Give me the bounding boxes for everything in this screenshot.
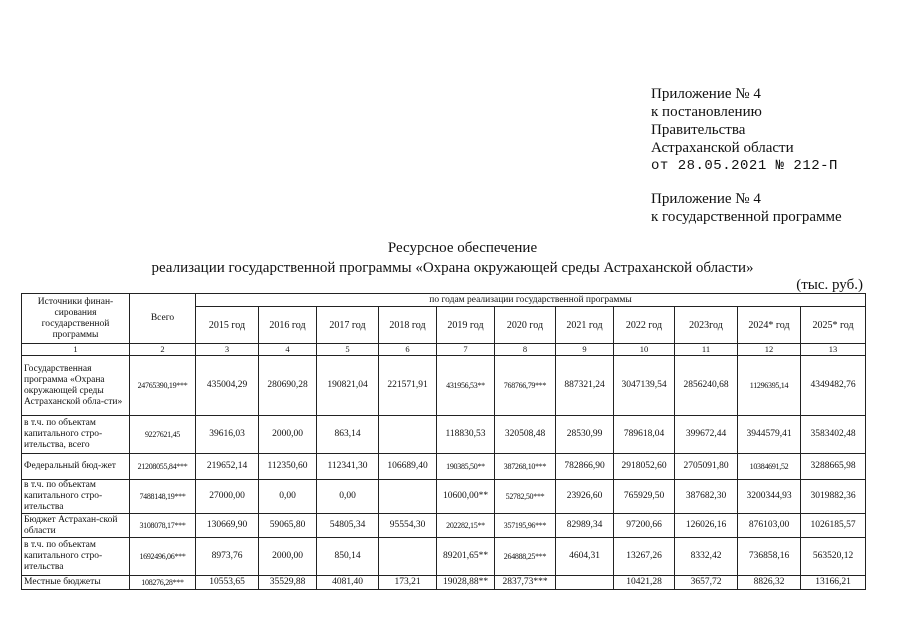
value-cell: 27000,00 [196,480,259,514]
value-cell: 435004,29 [196,356,259,416]
total-cell: 3108078,17*** [130,514,196,538]
value-cell: 387682,30 [675,480,738,514]
value-cell: 4349482,76 [801,356,866,416]
column-number: 2 [130,344,196,356]
value-cell [379,538,437,576]
column-number: 9 [556,344,614,356]
value-cell: 54805,34 [317,514,379,538]
value-cell: 789618,04 [614,416,675,454]
source-cell: Федеральный бюд-жет [22,454,130,480]
header-year: 2021 год [556,307,614,344]
value-cell: 768766,79*** [495,356,556,416]
value-cell: 10384691,52 [738,454,801,480]
value-cell: 89201,65** [437,538,495,576]
value-cell: 1026185,57 [801,514,866,538]
region-label: Астраханской области [651,140,794,156]
value-cell: 219652,14 [196,454,259,480]
header-total: Всего [130,294,196,344]
total-cell: 21208055,84*** [130,454,196,480]
value-cell: 112350,60 [259,454,317,480]
source-cell: Государственная программа «Охрана окружающей среды Астраханской обла-сти» [22,356,130,416]
government-label: Правительства [651,122,746,138]
total-cell: 9227621,45 [130,416,196,454]
table-row [22,416,866,454]
value-cell: 387268,10*** [495,454,556,480]
header-year: 2018 год [379,307,437,344]
table-row [22,356,866,416]
column-number: 13 [801,344,866,356]
column-number: 5 [317,344,379,356]
value-cell: 4604,31 [556,538,614,576]
value-cell: 23926,60 [556,480,614,514]
appendix-label: Приложение № 4 [651,86,761,102]
value-cell: 13166,21 [801,576,866,590]
value-cell: 3047139,54 [614,356,675,416]
table-row [22,480,866,514]
header-year: 2015 год [196,307,259,344]
value-cell: 736858,16 [738,538,801,576]
value-cell: 563520,12 [801,538,866,576]
value-cell: 190821,04 [317,356,379,416]
program-appendix-label: Приложение № 4 [651,191,761,207]
value-cell: 221571,91 [379,356,437,416]
column-number: 7 [437,344,495,356]
column-number: 10 [614,344,675,356]
value-cell: 2000,00 [259,538,317,576]
value-cell: 2705091,80 [675,454,738,480]
total-cell: 24765390,19*** [130,356,196,416]
value-cell: 3019882,36 [801,480,866,514]
value-cell: 431956,53** [437,356,495,416]
header-years-group: по годам реализации государственной программы [196,294,866,307]
source-cell: в т.ч. по объектам капитального стро-ительства [22,480,130,514]
value-cell: 126026,16 [675,514,738,538]
total-cell: 1692496,06*** [130,538,196,576]
total-cell: 7488148,19*** [130,480,196,514]
value-cell: 876103,00 [738,514,801,538]
value-cell [379,480,437,514]
value-cell: 11296395,14 [738,356,801,416]
value-cell: 782866,90 [556,454,614,480]
value-cell: 4081,40 [317,576,379,590]
value-cell: 10421,28 [614,576,675,590]
value-cell: 28530,99 [556,416,614,454]
value-cell: 190385,50** [437,454,495,480]
value-cell: 3200344,93 [738,480,801,514]
table-row [22,514,866,538]
table-row [22,454,866,480]
value-cell: 10600,00** [437,480,495,514]
table-row [22,576,866,590]
value-cell: 39616,03 [196,416,259,454]
value-cell: 3944579,41 [738,416,801,454]
resolution-date: от 28.05.2021 № 212-П [651,158,838,174]
header-year: 2016 год [259,307,317,344]
value-cell: 863,14 [317,416,379,454]
value-cell: 173,21 [379,576,437,590]
value-cell: 399672,44 [675,416,738,454]
title-line-1: Ресурсное обеспечение [387,240,538,256]
source-cell: Местные бюджеты [22,576,130,590]
table-row [22,538,866,576]
value-cell: 118830,53 [437,416,495,454]
value-cell: 2837,73*** [495,576,556,590]
value-cell [556,576,614,590]
value-cell: 10553,65 [196,576,259,590]
column-number: 8 [495,344,556,356]
value-cell: 280690,28 [259,356,317,416]
value-cell: 8973,76 [196,538,259,576]
units-label: (тыс. руб.) [796,277,863,293]
value-cell: 887321,24 [556,356,614,416]
header-year: 2019 год [437,307,495,344]
value-cell: 8826,32 [738,576,801,590]
value-cell: 13267,26 [614,538,675,576]
value-cell: 357195,96*** [495,514,556,538]
header-year: 2022 год [614,307,675,344]
value-cell: 264888,25*** [495,538,556,576]
column-number: 12 [738,344,801,356]
value-cell: 320508,48 [495,416,556,454]
header-source: Источники финан-сирования государственной программы [22,294,130,344]
value-cell: 130669,90 [196,514,259,538]
value-cell: 19028,88** [437,576,495,590]
value-cell: 106689,40 [379,454,437,480]
value-cell: 59065,80 [259,514,317,538]
total-cell: 108276,28*** [130,576,196,590]
resolution-label: к постановлению [651,104,762,120]
funding-table [21,293,866,590]
value-cell: 35529,88 [259,576,317,590]
value-cell: 202282,15** [437,514,495,538]
value-cell: 82989,34 [556,514,614,538]
title-line-2: реализации государственной программы «Охрана окружающей среды Астраханской области» [151,260,754,276]
value-cell: 95554,30 [379,514,437,538]
value-cell: 0,00 [259,480,317,514]
value-cell: 52782,50*** [495,480,556,514]
column-number: 11 [675,344,738,356]
value-cell: 3583402,48 [801,416,866,454]
value-cell: 765929,50 [614,480,675,514]
document-title [0,238,905,278]
value-cell: 2856240,68 [675,356,738,416]
program-appendix [651,190,842,226]
header-year: 2024* год [738,307,801,344]
header-year: 2020 год [495,307,556,344]
program-appendix-ref: к государственной программе [651,209,842,225]
value-cell: 850,14 [317,538,379,576]
header-year: 2017 год [317,307,379,344]
value-cell: 2918052,60 [614,454,675,480]
header-year: 2025* год [801,307,866,344]
approval-stamp [651,85,838,175]
column-number: 1 [22,344,130,356]
source-cell: Бюджет Астрахан-ской области [22,514,130,538]
value-cell: 3657,72 [675,576,738,590]
source-cell: в т.ч. по объектам капитального стро-ительства, всего [22,416,130,454]
value-cell: 2000,00 [259,416,317,454]
value-cell: 97200,66 [614,514,675,538]
value-cell: 112341,30 [317,454,379,480]
column-number: 3 [196,344,259,356]
value-cell: 3288665,98 [801,454,866,480]
source-cell: в т.ч. по объектам капитального стро-ительства [22,538,130,576]
value-cell [379,416,437,454]
header-year: 2023год [675,307,738,344]
column-number: 4 [259,344,317,356]
column-number: 6 [379,344,437,356]
value-cell: 8332,42 [675,538,738,576]
value-cell: 0,00 [317,480,379,514]
